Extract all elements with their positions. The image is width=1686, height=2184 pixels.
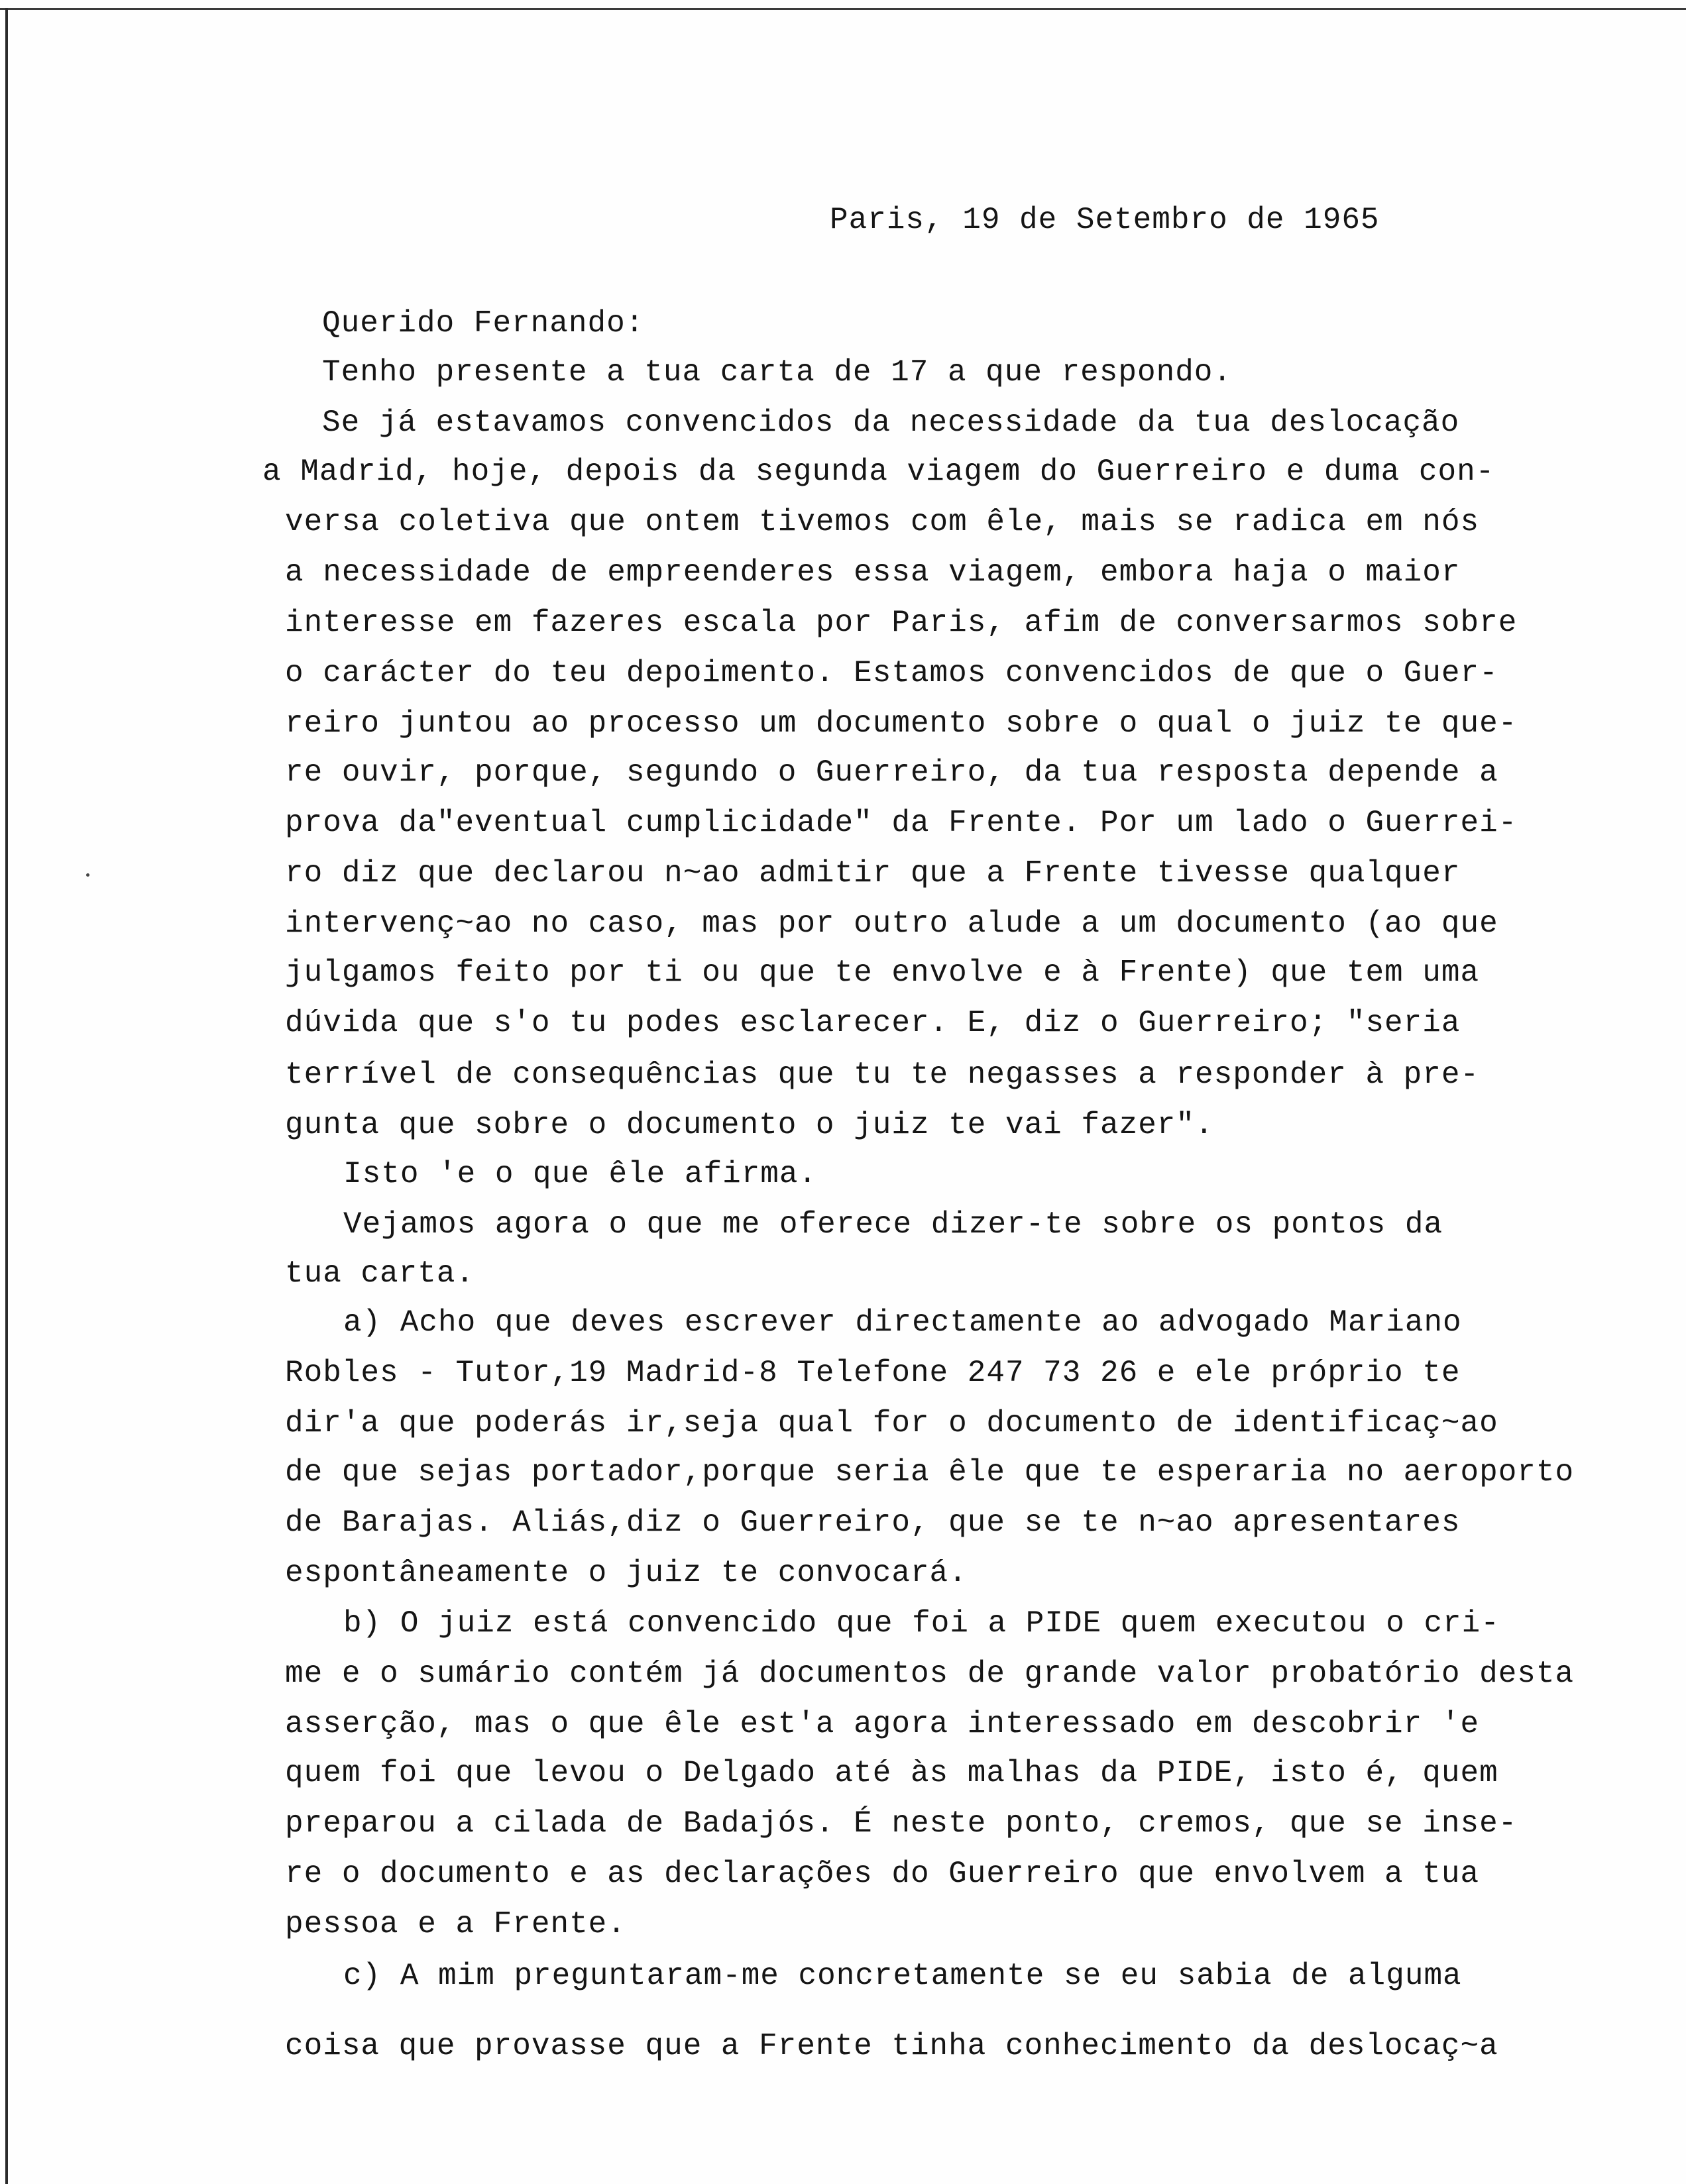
letter-line: me e o sumário contém já documentos de grande valor probatório desta (285, 1657, 1575, 1691)
letter-line: terrível de consequências que tu te negasses a responder à pre- (285, 1058, 1480, 1092)
letter-line: re ouvir, porque, segundo o Guerreiro, da tua resposta depende a (285, 755, 1498, 790)
page-top-edge (0, 8, 1686, 10)
letter-line: de Barajas. Aliás,diz o Guerreiro, que se te n~ao apresentares (285, 1505, 1461, 1540)
salutation: Querido Fernando: (322, 306, 645, 341)
letter-line: interesse em fazeres escala por Paris, afim de conversarmos sobre (285, 606, 1518, 640)
letter-line: Isto 'e o que êle afirma. (343, 1157, 818, 1191)
letter-line: asserção, mas o que êle est'a agora interessado em descobrir 'e (285, 1707, 1480, 1741)
letter-line: a) Acho que deves escrever directamente ao advogado Mariano (343, 1305, 1462, 1340)
letter-line: a necessidade de empreenderes essa viagem, embora haja o maior (285, 555, 1461, 590)
letter-line: pessoa e a Frente. (285, 1907, 626, 1941)
dateline: Paris, 19 de Setembro de 1965 (830, 203, 1380, 237)
letter-line: intervenç~ao no caso, mas por outro alude a um documento (ao que (285, 906, 1498, 941)
letter-line: coisa que provasse que a Frente tinha conhecimento da deslocaç~a (285, 2029, 1498, 2063)
letter-line: Robles - Tutor,19 Madrid-8 Telefone 247 73 26 e ele próprio te (285, 1356, 1461, 1390)
letter-line: Vejamos agora o que me oferece dizer-te sobre os pontos da (343, 1207, 1443, 1242)
letter-line: b) O juiz está convencido que foi a PIDE quem executou o cri- (343, 1606, 1500, 1641)
letter-line: espontâneamente o juiz te convocará. (285, 1556, 968, 1590)
letter-line: dir'a que poderás ir,seja qual for o documento de identificaç~ao (285, 1406, 1498, 1441)
letter-line: c) A mim preguntaram-me concretamente se eu sabia de alguma (343, 1959, 1462, 1993)
letter-line: preparou a cilada de Badajós. É neste ponto, cremos, que se inse- (285, 1806, 1518, 1841)
letter-line: reiro juntou ao processo um documento sobre o qual o juiz te que- (285, 706, 1518, 741)
ink-speck (86, 873, 89, 877)
letter-line: re o documento e as declarações do Guerreiro que envolvem a tua (285, 1857, 1480, 1891)
letter-line: gunta que sobre o documento o juiz te vai fazer". (285, 1108, 1214, 1142)
letter-line: Tenho presente a tua carta de 17 a que respondo. (322, 355, 1233, 390)
letter-line: Se já estavamos convencidos da necessidade da tua deslocação (322, 406, 1460, 440)
letter-line: tua carta. (285, 1256, 475, 1291)
letter-line: quem foi que levou o Delgado até às malhas da PIDE, isto é, quem (285, 1756, 1498, 1790)
letter-line: a Madrid, hoje, depois da segunda viagem do Guerreiro e duma con- (262, 455, 1495, 489)
letter-line: de que sejas portador,porque seria êle que te esperaria no aeroporto (285, 1455, 1575, 1490)
letter-line: ro diz que declarou n~ao admitir que a Frente tivesse qualquer (285, 856, 1461, 891)
letter-line: dúvida que s'o tu podes esclarecer. E, diz o Guerreiro; "seria (285, 1006, 1461, 1040)
page-left-edge (5, 8, 8, 2184)
letter-line: julgamos feito por ti ou que te envolve e à Frente) que tem uma (285, 956, 1480, 990)
letter-line: prova da"eventual cumplicidade" da Frente. Por um lado o Guerrei- (285, 806, 1518, 840)
letter-line: o carácter do teu depoimento. Estamos convencidos de que o Guer- (285, 656, 1498, 690)
letter-line: versa coletiva que ontem tivemos com êle, mais se radica em nós (285, 505, 1480, 539)
